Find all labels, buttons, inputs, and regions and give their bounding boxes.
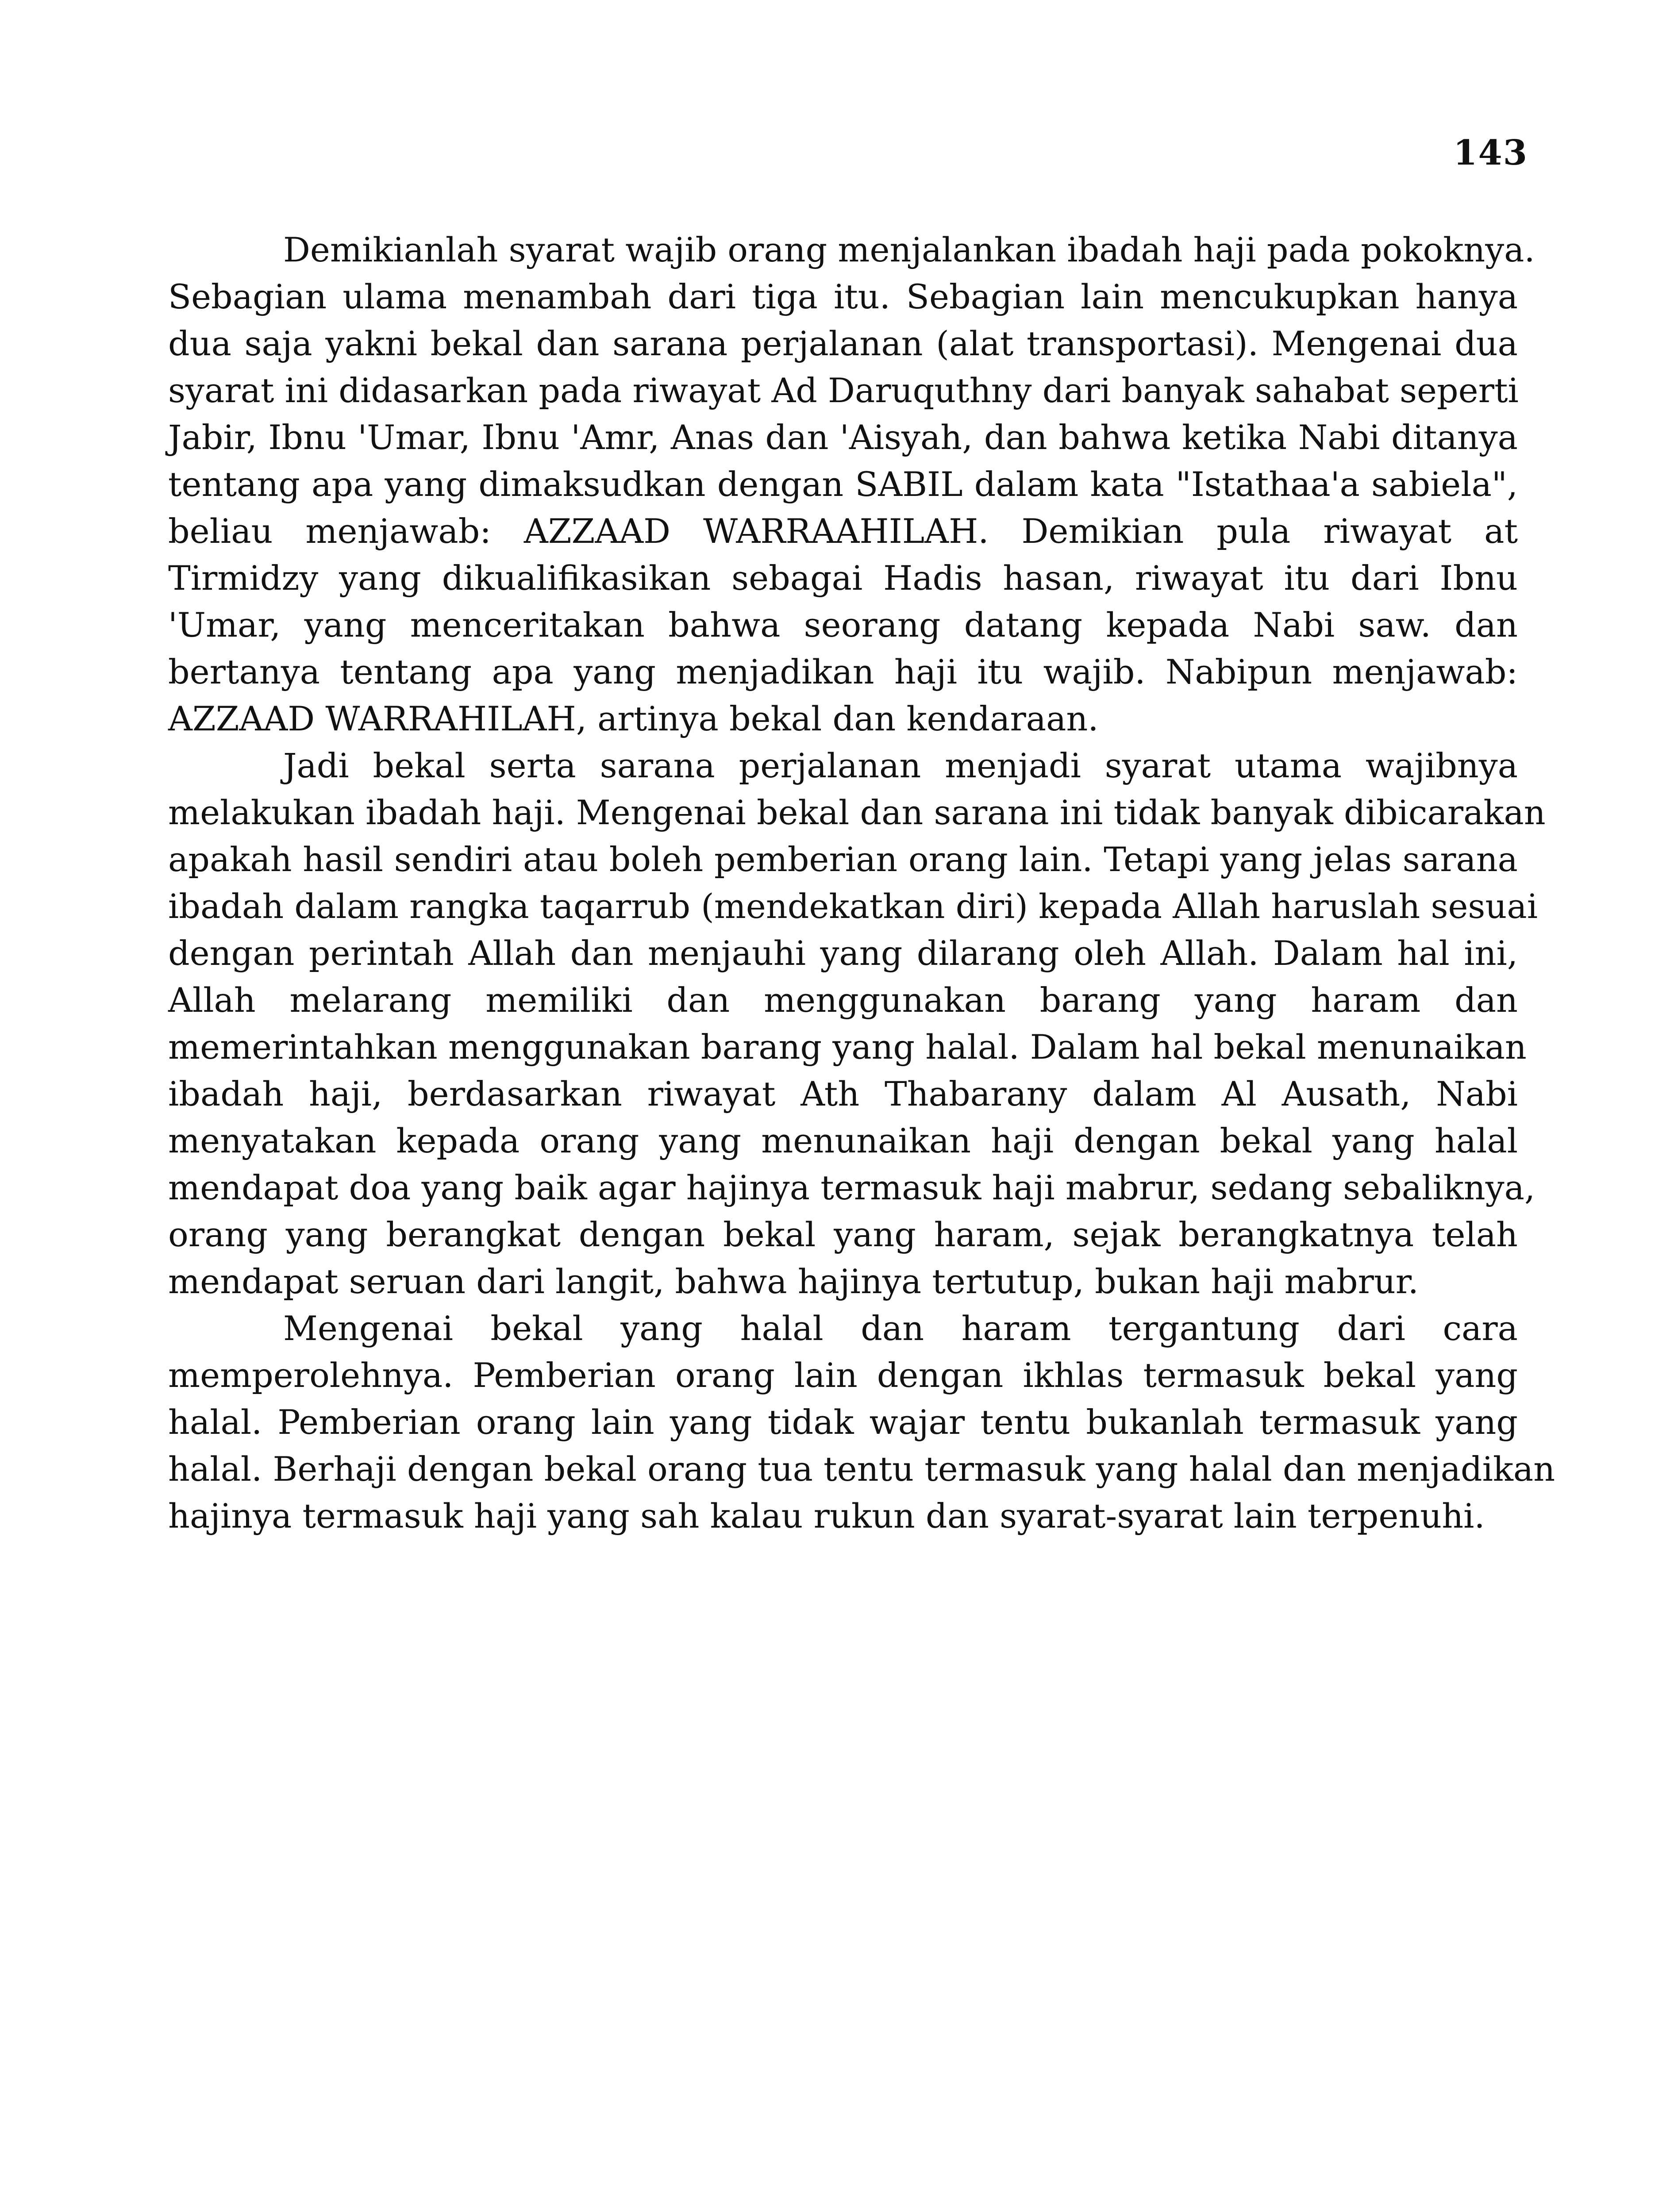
text-line: 'Umar, yang menceritakan bahwa seorang datang kepada Nabi saw. dan (168, 605, 1518, 645)
text-line: hajinya termasuk haji yang sah kalau rukun dan syarat-syarat lain terpenuhi. (168, 1496, 1485, 1536)
body-text (168, 227, 1555, 1540)
text-line: beliau menjawab: AZZAAD WARRAAHILAH. Demikian pula riwayat at (168, 511, 1518, 551)
text-line: halal. Pemberian orang lain yang tidak wajar tentu bukanlah termasuk yang (168, 1402, 1518, 1442)
text-line: Demikianlah syarat wajib orang menjalankan ibadah haji pada pokoknya. (283, 230, 1535, 269)
text-line: Jadi bekal serta sarana perjalanan menjadi syarat utama wajibnya (283, 746, 1518, 785)
text-line: apakah hasil sendiri atau boleh pemberian orang lain. Tetapi yang jelas sarana (168, 840, 1518, 879)
text-line: dengan perintah Allah dan menjauhi yang dilarang oleh Allah. Dalam hal ini, (168, 933, 1518, 973)
page-number: 143 (1453, 133, 1528, 173)
text-line: memperolehnya. Pemberian orang lain dengan ikhlas termasuk bekal yang (168, 1356, 1518, 1395)
text-line: ibadah haji, berdasarkan riwayat Ath Thabarany dalam Al Ausath, Nabi (168, 1074, 1518, 1114)
text-line: dua saja yakni bekal dan sarana perjalanan (alat transportasi). Mengenai dua (168, 324, 1518, 363)
paragraph (168, 742, 1546, 1305)
text-line: Allah melarang memiliki dan menggunakan barang yang haram dan (168, 980, 1518, 1020)
text-line: halal. Berhaji dengan bekal orang tua tentu termasuk yang halal dan menjadikan (168, 1449, 1555, 1489)
text-line: orang yang berangkat dengan bekal yang haram, sejak berangkatnya telah (168, 1215, 1518, 1254)
text-line: mendapat seruan dari langit, bahwa hajinya tertutup, bukan haji mabrur. (168, 1262, 1419, 1301)
text-line: Jabir, Ibnu 'Umar, Ibnu 'Amr, Anas dan 'Aisyah, dan bahwa ketika Nabi ditanya (168, 418, 1518, 457)
text-line: Sebagian ulama menambah dari tiga itu. Sebagian lain mencukupkan hanya (168, 277, 1518, 316)
text-line: tentang apa yang dimaksudkan dengan SABIL dalam kata "Istathaa'a sabiela", (168, 465, 1518, 504)
text-line: memerintahkan menggunakan barang yang halal. Dalam hal bekal menunaikan (168, 1027, 1527, 1067)
text-line: syarat ini didasarkan pada riwayat Ad Daruquthny dari banyak sahabat seperti (168, 371, 1519, 410)
text-line: bertanya tentang apa yang menjadikan haji itu wajib. Nabipun menjawab: (168, 652, 1518, 691)
paragraph (168, 227, 1535, 742)
text-line: melakukan ibadah haji. Mengenai bekal dan sarana ini tidak banyak dibicarakan (168, 793, 1546, 832)
text-line: mendapat doa yang baik agar hajinya termasuk haji mabrur, sedang sebaliknya, (168, 1168, 1535, 1207)
text-line: menyatakan kepada orang yang menunaikan haji dengan bekal yang halal (168, 1121, 1518, 1160)
text-line: ibadah dalam rangka taqarrub (mendekatkan diri) kepada Allah haruslah sesuai (168, 887, 1538, 926)
paragraph (168, 1305, 1555, 1540)
text-line: AZZAAD WARRAHILAH, artinya bekal dan kendaraan. (168, 699, 1099, 738)
text-line: Tirmidzy yang dikualifikasikan sebagai Hadis hasan, riwayat itu dari Ibnu (168, 558, 1518, 598)
text-line: Mengenai bekal yang halal dan haram tergantung dari cara (283, 1309, 1518, 1348)
